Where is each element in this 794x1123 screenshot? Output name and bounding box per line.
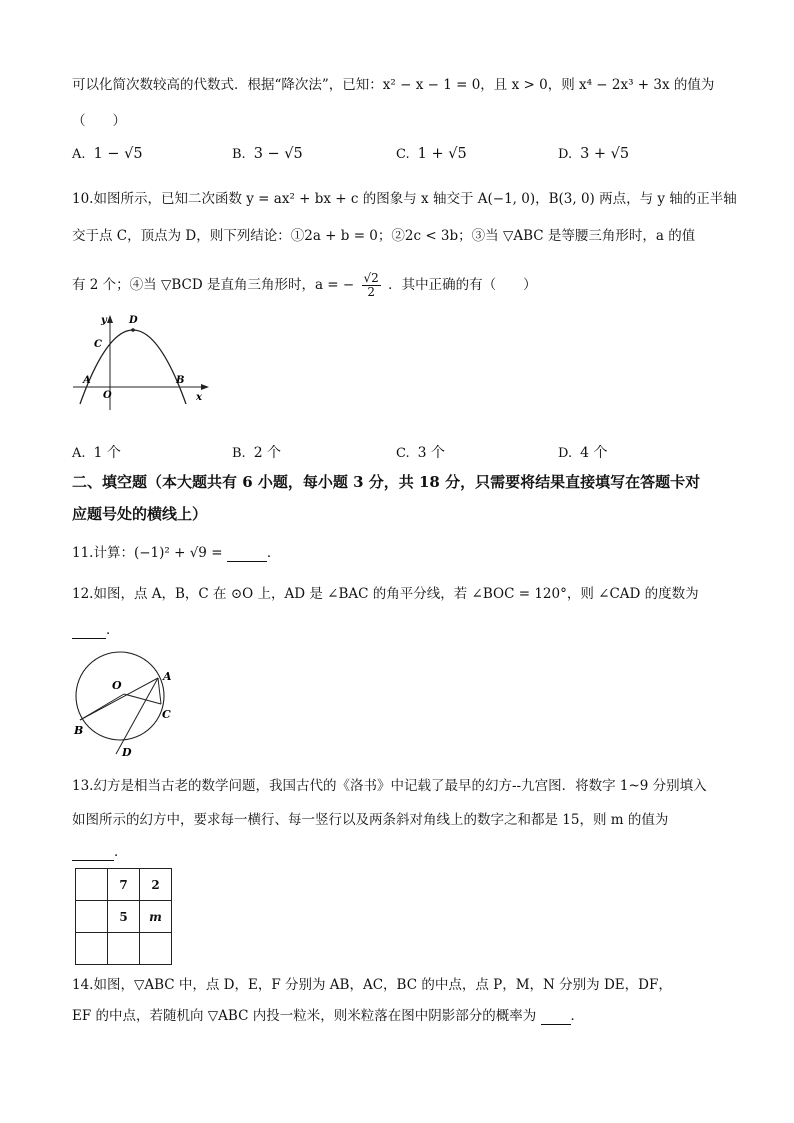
magic-square-grid [75,868,172,965]
segment-ob [80,694,124,720]
grid-cell: m [140,901,172,933]
q10-line3 [72,272,537,299]
label-C: C [162,708,171,721]
q12-circle-figure [72,650,187,760]
q13-line3 [72,840,128,861]
label-B: B [176,375,185,386]
q13-end: ． [114,844,128,860]
label-A: A [163,670,172,683]
segment-oc [124,694,161,704]
q12-answer-blank[interactable] [72,622,106,639]
q13-line2: 如图所示的幻方中，要求每一横行、每一竖行以及两条斜对角线上的数字之和都是 15，则 m 的值为 [72,812,669,828]
label-y: y [101,315,107,326]
q9-paren: （ ） [72,113,126,129]
grid-cell [76,869,108,901]
section-heading-line2: 应题号处的横线上） [72,505,208,523]
label-B: B [74,724,84,737]
q9-option-c[interactable] [396,146,467,162]
q10-option-d-value: 4 个 [580,445,608,461]
grid-cell [140,933,172,965]
q10-parabola-graph [70,312,215,412]
q11-answer-blank[interactable] [227,545,267,562]
label-O: O [112,679,122,692]
y-axis-arrow-icon [107,315,113,323]
q10-line2: 交于点 C，顶点为 D，则下列结论：①2a + b = 0；②2c < 3b；③当 ▽ABC 是等腰三角形时，a 的值 [72,228,696,244]
q10-line3-end: ．其中正确的有（ ） [388,277,537,293]
q13-line1: 13.幻方是相当古老的数学问题，我国古代的《洛书》中记载了最早的幻方--九宫图．将数字 1~9 分别填入 [72,778,707,794]
q9-option-d-label: D. [558,147,573,162]
q10-option-c-value: 3 个 [417,445,445,461]
segment-ac [158,678,161,704]
q10-line1: 10.如图所示，已知二次函数 y = ax² + bx + c 的图象与 x 轴交于 A(−1, 0)，B(3, 0) 两点，与 y 轴的正半轴 [72,191,737,207]
q9-option-c-value: 1 + √5 [417,146,467,162]
grid-row [76,901,172,933]
q10-line3-start: 有 2 个；④当 ▽BCD 是直角三角形时，a = − [72,277,355,293]
grid-cell [76,901,108,933]
q10-option-a-label: A. [72,446,86,461]
q14-text: EF 的中点，若随机向 ▽ABC 内投一粒米，则米粒落在图中阴影部分的概率为 [72,1008,537,1024]
q12-line1: 12.如图，点 A，B，C 在 ⊙O 上，AD 是 ∠BAC 的角平分线，若 ∠BOC = 120°，则 ∠CAD 的度数为 [72,586,699,602]
q9-option-b-label: B. [232,147,246,162]
q10-option-a-value: 1 个 [93,445,121,461]
q9-option-a-label: A. [72,147,86,162]
q9-option-d[interactable] [558,146,629,162]
grid-row [76,933,172,965]
q14-answer-blank[interactable] [541,1008,571,1025]
q10-option-c[interactable] [396,442,445,462]
q9-option-c-label: C. [396,147,410,162]
grid-cell [108,933,140,965]
q14-line1: 14.如图，▽ABC 中，点 D，E，F 分别为 AB，AC，BC 的中点，点 P，M，N 分别为 DE，DF， [72,977,672,993]
q9-option-b-value: 3 − √5 [253,146,303,162]
q13-answer-blank[interactable] [72,844,114,861]
label-D: D [122,746,132,759]
grid-cell: 7 [108,869,140,901]
grid-cell: 5 [108,901,140,933]
section-heading-line1: 二、填空题（本大题共有 6 小题，每小题 3 分，共 18 分，只需要将结果直接填写在答题卡对 [72,473,701,491]
q9-option-a[interactable] [72,146,143,162]
q10-option-b[interactable] [232,442,281,462]
grid-cell: 2 [140,869,172,901]
q10-fraction-numerator: √2 [363,271,379,285]
q10-option-b-label: B. [232,446,246,461]
vertex-point [131,328,135,332]
q10-fraction [362,272,381,299]
q11-end: ． [266,545,281,561]
label-x: x [196,392,202,403]
q10-option-d[interactable] [558,442,607,462]
q10-option-b-value: 2 个 [253,445,282,461]
label-A: A [83,375,91,386]
label-O: O [103,390,112,401]
x-axis-arrow-icon [201,384,209,390]
q10-option-d-label: D. [558,446,573,461]
q14-line2 [72,1004,584,1025]
label-D: D [129,315,138,326]
q10-fraction-denominator: 2 [367,285,375,299]
grid-row [76,869,172,901]
grid-cell [76,933,108,965]
q14-end: ． [570,1008,585,1024]
q9-option-b[interactable] [232,146,303,162]
q11-line [72,541,280,562]
q12-line2 [72,618,120,639]
q12-end: ． [106,622,120,638]
q9-option-a-value: 1 − √5 [93,146,143,162]
q10-option-c-label: C. [396,446,410,461]
label-C: C [94,339,102,350]
q9-line1: 可以化简次数较高的代数式．根据“降次法”，已知：x² − x − 1 = 0，且 x > 0，则 x⁴ − 2x³ + 3x 的值为 [72,77,715,93]
q11-text: 11.计算：(−1)² + √9 = [72,545,223,561]
q9-option-d-value: 3 + √5 [580,146,630,162]
q10-option-a[interactable] [72,442,121,462]
